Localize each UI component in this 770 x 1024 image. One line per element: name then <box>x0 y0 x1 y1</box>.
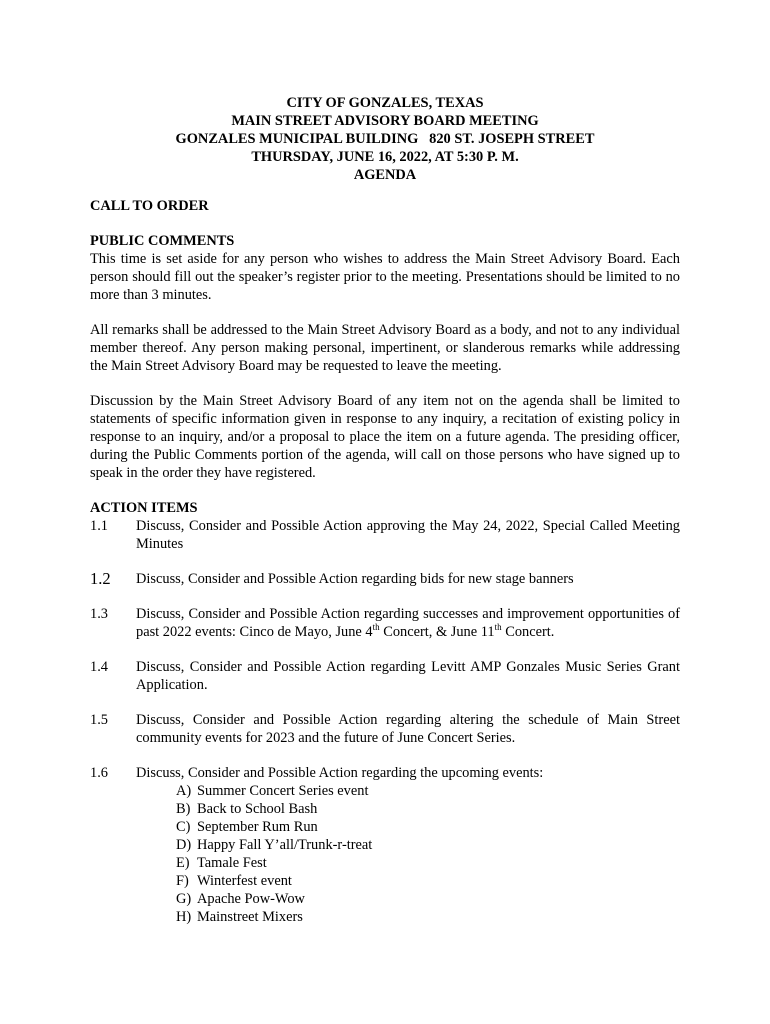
event-name: Winterfest event <box>197 873 292 889</box>
list-letter: H) <box>176 909 192 925</box>
item-text: Discuss, Consider and Possible Action regarding altering the schedule of Main Street community events for 2023 and the future of June Concert Series. <box>136 712 680 746</box>
item-text <box>136 605 680 641</box>
action-item-1-5 <box>90 711 680 747</box>
item-number: 1.1 <box>90 518 108 534</box>
list-item <box>176 800 680 818</box>
item-body <box>136 764 680 926</box>
event-name: Back to School Bash <box>197 801 318 817</box>
event-name: Mainstreet Mixers <box>197 909 303 925</box>
list-letter: E) <box>176 855 190 871</box>
action-item-1-4 <box>90 658 680 694</box>
item-text-part: Discuss, Consider and Possible Action regarding successes and improvement opportunities of past 2022 events: Cinco de Mayo, June 4 <box>136 606 680 640</box>
event-name: Tamale Fest <box>197 855 267 871</box>
event-name: Apache Pow-Wow <box>197 891 305 907</box>
list-letter: F) <box>176 873 189 889</box>
call-to-order-heading: CALL TO ORDER <box>90 198 209 214</box>
meeting-datetime: THURSDAY, JUNE 16, 2022, AT 5:30 P. M. <box>251 149 519 165</box>
city-name: CITY OF GONZALES, TEXAS <box>286 95 484 111</box>
action-item-1-1 <box>90 517 680 553</box>
item-number: 1.5 <box>90 712 108 728</box>
list-letter: B) <box>176 801 191 817</box>
item-number: 1.2 <box>90 569 111 588</box>
action-item-1-2 <box>90 570 680 588</box>
public-comments-paragraph-2: All remarks shall be addressed to the Main Street Advisory Board as a body, and not to any individual member thereof. Any person making personal, impertinent, or slanderous remarks while addressing the Main Street Advisory Board may be requested to leave the meeting. <box>90 322 680 374</box>
list-item <box>176 908 680 926</box>
action-item-1-3 <box>90 605 680 641</box>
item-text-part: Concert, & June 11 <box>379 624 495 640</box>
list-item <box>176 782 680 800</box>
item-number: 1.3 <box>90 606 108 622</box>
event-name: Happy Fall Y’all/Trunk-r-treat <box>197 837 373 853</box>
list-letter: A) <box>176 783 192 799</box>
item-text-part: Concert. <box>501 624 555 640</box>
event-name: Summer Concert Series event <box>197 783 369 799</box>
item-text: Discuss, Consider and Possible Action regarding bids for new stage banners <box>136 571 574 587</box>
list-letter: C) <box>176 819 191 835</box>
meeting-location: GONZALES MUNICIPAL BUILDING 820 ST. JOSEPH STREET <box>175 131 595 147</box>
list-item <box>176 854 680 872</box>
action-item-1-6 <box>90 764 680 926</box>
public-comments-paragraph-1: This time is set aside for any person who wishes to address the Main Street Advisory Board. Each person should fill out the speaker’s register prior to the meeting. Presentations should be limited to no more than 3 minutes. <box>90 251 680 303</box>
ordinal-suffix: th <box>372 622 380 633</box>
public-comments-heading: PUBLIC COMMENTS <box>90 233 235 249</box>
agenda-title: AGENDA <box>353 167 417 183</box>
item-text: Discuss, Consider and Possible Action regarding the upcoming events: <box>136 765 544 781</box>
meeting-name: MAIN STREET ADVISORY BOARD MEETING <box>231 113 539 129</box>
agenda-header <box>90 94 680 184</box>
ordinal-suffix: th <box>494 622 502 633</box>
list-item <box>176 818 680 836</box>
event-name: September Rum Run <box>197 819 318 835</box>
item-text: Discuss, Consider and Possible Action approving the May 24, 2022, Special Called Meeting Minutes <box>136 518 680 552</box>
list-item <box>176 836 680 854</box>
item-text: Discuss, Consider and Possible Action regarding Levitt AMP Gonzales Music Series Grant Application. <box>136 659 680 693</box>
action-items-heading: ACTION ITEMS <box>90 500 198 516</box>
list-item <box>176 890 680 908</box>
item-number: 1.6 <box>90 765 108 781</box>
list-letter: D) <box>176 837 192 853</box>
item-number: 1.4 <box>90 659 108 675</box>
upcoming-events-list <box>136 782 680 926</box>
list-item <box>176 872 680 890</box>
list-letter: G) <box>176 891 192 907</box>
public-comments-paragraph-3: Discussion by the Main Street Advisory Board of any item not on the agenda shall be limited to statements of specific information given in response to any inquiry, a recitation of existing policy in response to an inquiry, and/or a proposal to place the item on a future agenda. The presiding officer, during the Public Comments portion of the agenda, will call on those persons who have signed up to speak in the order they have registered. <box>90 393 680 481</box>
